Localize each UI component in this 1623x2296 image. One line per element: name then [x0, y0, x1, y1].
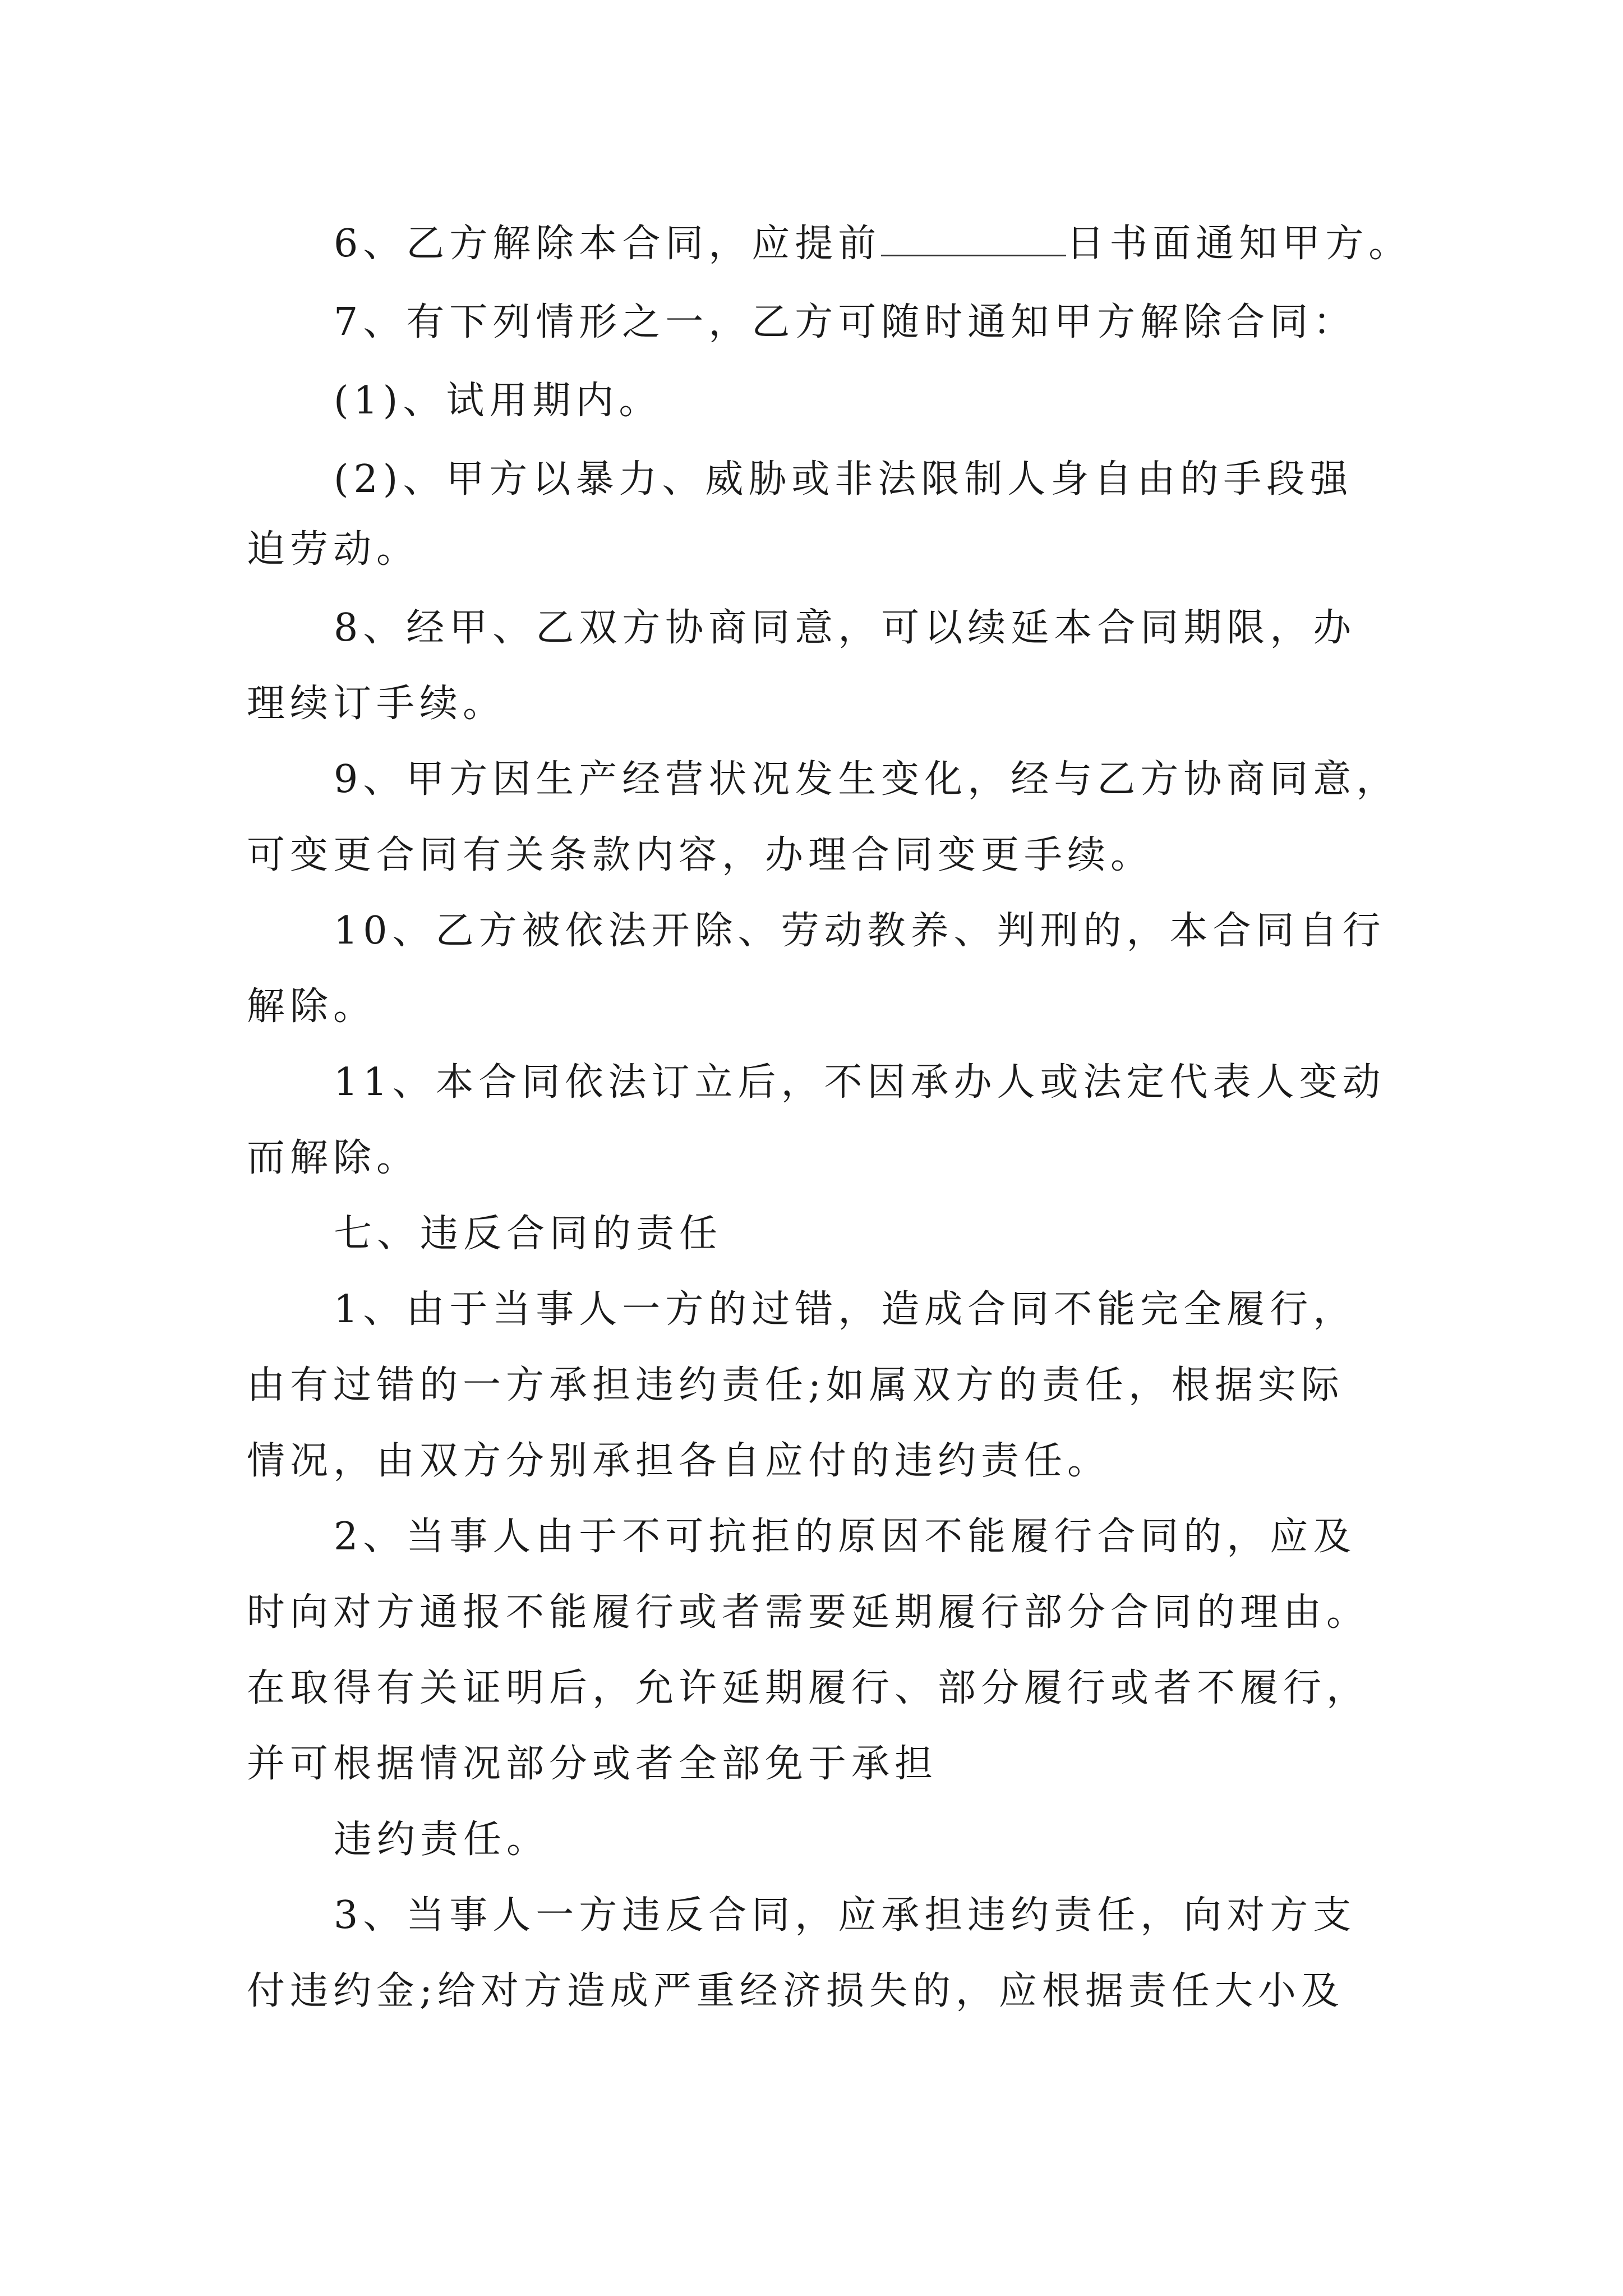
- paragraph-line-19: 时向对方通报不能履行或者需要延期履行部分合同的理由。: [247, 1590, 1370, 1635]
- line-text-after-blank: 日书面通知甲方。: [1066, 222, 1412, 266]
- paragraph-line-1: [334, 216, 1412, 272]
- paragraph-line-2: 7、有下列情形之一，乙方可随时通知甲方解除合同：: [334, 300, 1357, 344]
- paragraph-line-9: 可变更合同有关条款内容，办理合同变更手续。: [247, 833, 1154, 877]
- paragraph-line-3: (1)、试用期内。: [334, 379, 662, 423]
- paragraph-line-15: 1、由于当事人一方的过错，造成合同不能完全履行，: [334, 1287, 1357, 1332]
- paragraph-line-23: 3、当事人一方违反合同，应承担违约责任，向对方支: [334, 1893, 1357, 1938]
- paragraph-line-10: 10、乙方被依法开除、劳动教养、判刑的，本合同自行: [334, 909, 1386, 953]
- section-heading: 七、违反合同的责任: [334, 1212, 723, 1256]
- paragraph-line-18: 2、当事人由于不可抗拒的原因不能履行合同的，应及: [334, 1515, 1357, 1559]
- fill-in-blank: [881, 221, 1066, 256]
- paragraph-line-11: 解除。: [247, 984, 377, 1029]
- paragraph-line-6: 8、经甲、乙双方协商同意，可以续延本合同期限，办: [334, 606, 1357, 650]
- paragraph-line-8: 9、甲方因生产经营状况发生变化，经与乙方协商同意，: [334, 757, 1400, 802]
- paragraph-line-24: 付违约金;给对方造成严重经济损失的，应根据责任大小及: [247, 1969, 1344, 2013]
- paragraph-line-21: 并可根据情况部分或者全部免于承担: [247, 1742, 938, 1786]
- paragraph-line-20: 在取得有关证明后，允许延期履行、部分履行或者不履行，: [247, 1666, 1370, 1710]
- line-text-before-blank: 6、乙方解除本合同，应提前: [334, 222, 882, 266]
- paragraph-line-13: 而解除。: [247, 1136, 420, 1180]
- paragraph-line-16: 由有过错的一方承担违约责任;如属双方的责任，根据实际: [247, 1363, 1344, 1407]
- paragraph-line-12: 11、本合同依法订立后，不因承办人或法定代表人变动: [334, 1060, 1386, 1105]
- paragraph-line-7: 理续订手续。: [247, 682, 506, 726]
- paragraph-line-22: 违约责任。: [334, 1818, 550, 1862]
- paragraph-line-17: 情况，由双方分别承担各自应付的违约责任。: [247, 1439, 1111, 1483]
- paragraph-line-4: (2)、甲方以暴力、威胁或非法限制人身自由的手段强: [334, 457, 1353, 501]
- paragraph-line-5: 迫劳动。: [247, 527, 420, 572]
